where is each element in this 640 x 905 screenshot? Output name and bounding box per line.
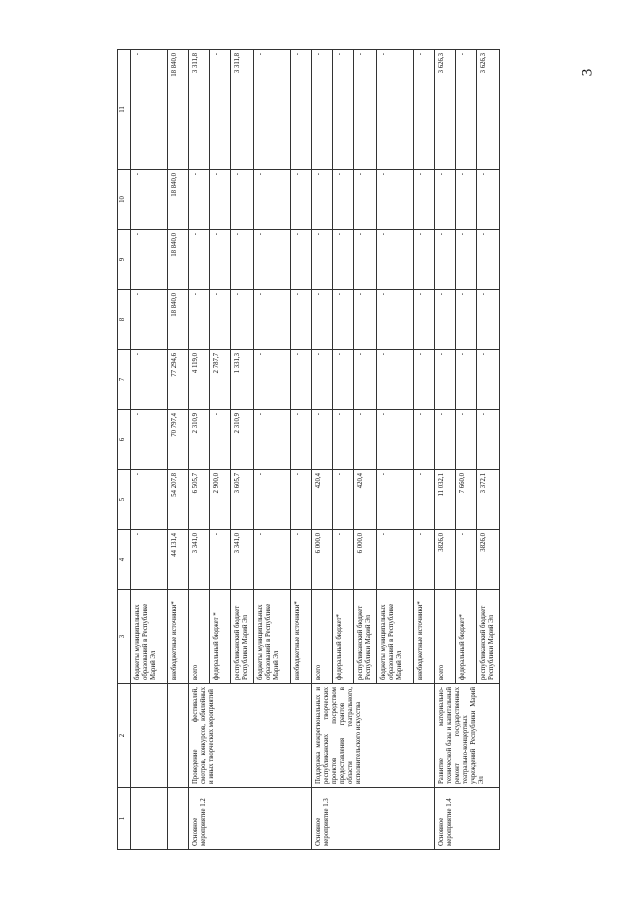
amount-cell: 3 626,3 [435, 50, 456, 170]
amount-cell: - [414, 50, 435, 170]
amount-cell: - [477, 410, 500, 470]
amount-cell: 420,4 [354, 470, 377, 530]
amount-cell: - [456, 50, 477, 170]
measure-code: Основное мероприятие 1.2 [189, 788, 312, 850]
financing-table [117, 49, 500, 850]
amount-cell: 18 840,0 [168, 50, 189, 170]
col-header: 5 [118, 470, 131, 530]
amount-cell: - [333, 290, 354, 350]
amount-cell: - [254, 50, 291, 170]
funding-source: республиканский бюджет Республики Марий Эл [477, 590, 500, 684]
amount-cell: - [377, 170, 414, 230]
col-header: 11 [118, 50, 131, 170]
amount-cell: - [354, 230, 377, 290]
funding-source: внебюджетные источники* [291, 590, 312, 684]
funding-source: всего [435, 590, 456, 684]
amount-cell: 6 000,0 [354, 530, 377, 590]
amount-cell: 18 840,0 [168, 290, 189, 350]
col-header: 9 [118, 230, 131, 290]
amount-cell: - [333, 50, 354, 170]
funding-source: бюджеты муниципальных образований в Республике Марий Эл [131, 590, 168, 684]
amount-cell: - [291, 470, 312, 530]
table-row [131, 50, 168, 850]
amount-cell: - [456, 170, 477, 230]
measure-code: Основное мероприятие 1.3 [312, 788, 435, 850]
page-number: 3 [579, 68, 596, 77]
amount-cell: 18 840,0 [168, 170, 189, 230]
col-header: 1 [118, 788, 131, 850]
rotated-page [117, 50, 617, 850]
amount-cell: - [131, 290, 168, 350]
amount-cell: 6 000,0 [312, 530, 333, 590]
col-header: 10 [118, 170, 131, 230]
amount-cell: - [414, 350, 435, 410]
amount-cell: - [254, 170, 291, 230]
amount-cell: - [354, 410, 377, 470]
amount-cell: - [414, 290, 435, 350]
amount-cell: - [231, 290, 254, 350]
amount-cell: - [377, 350, 414, 410]
amount-cell: - [435, 170, 456, 230]
funding-source: внебюджетные источники* [414, 590, 435, 684]
funding-source: внебюджетные источники* [168, 590, 189, 684]
amount-cell: - [435, 410, 456, 470]
amount-cell: 77 294,6 [168, 350, 189, 410]
amount-cell: - [456, 530, 477, 590]
measure-code: Основное мероприятие 1.4 [435, 788, 500, 850]
amount-cell: - [333, 230, 354, 290]
funding-source: бюджеты муниципальных образований в Республике Марий Эл [377, 590, 414, 684]
table-row [312, 50, 333, 850]
amount-cell: - [414, 470, 435, 530]
amount-cell: - [291, 350, 312, 410]
col-header: 6 [118, 410, 131, 470]
amount-cell: - [210, 410, 231, 470]
amount-cell: - [377, 230, 414, 290]
amount-cell: - [377, 50, 414, 170]
amount-cell: - [414, 530, 435, 590]
amount-cell: 11 032,1 [435, 470, 456, 530]
amount-cell: - [456, 290, 477, 350]
amount-cell: 3826,0 [435, 530, 456, 590]
amount-cell: 70 797,4 [168, 410, 189, 470]
funding-source: республиканский бюджет Республики Марий Эл [354, 590, 377, 684]
amount-cell: - [131, 410, 168, 470]
amount-cell: - [333, 530, 354, 590]
amount-cell: - [435, 290, 456, 350]
amount-cell: 3 311,8 [231, 50, 254, 170]
funding-source: федеральный бюджет * [210, 590, 231, 684]
amount-cell: - [131, 50, 168, 170]
amount-cell: - [210, 290, 231, 350]
amount-cell: 2 787,7 [210, 350, 231, 410]
amount-cell: - [354, 170, 377, 230]
amount-cell: - [210, 50, 231, 170]
amount-cell: - [333, 470, 354, 530]
amount-cell: - [456, 410, 477, 470]
amount-cell: - [189, 290, 210, 350]
amount-cell: 3 372,1 [477, 470, 500, 530]
amount-cell: - [312, 290, 333, 350]
amount-cell: 3 341,0 [231, 530, 254, 590]
amount-cell: 44 131,4 [168, 530, 189, 590]
amount-cell: - [291, 290, 312, 350]
amount-cell: - [254, 290, 291, 350]
measure-name: Развитие материально-технической базы и капитальный ремонт государственных театрально-концертных учреждений Республики Марий Эл [435, 684, 500, 788]
funding-source: федеральный бюджет* [333, 590, 354, 684]
amount-cell: 7 660,0 [456, 470, 477, 530]
amount-cell: 1 331,3 [231, 350, 254, 410]
col-header: 4 [118, 530, 131, 590]
amount-cell: 420,4 [312, 470, 333, 530]
funding-source: всего [312, 590, 333, 684]
table-row [189, 50, 210, 850]
table-row [168, 50, 189, 850]
amount-cell: - [254, 350, 291, 410]
amount-cell: - [377, 530, 414, 590]
amount-cell: - [312, 410, 333, 470]
amount-cell: - [477, 170, 500, 230]
amount-cell: 3 626,3 [477, 50, 500, 170]
amount-cell: - [254, 410, 291, 470]
amount-cell: - [131, 530, 168, 590]
amount-cell: - [254, 530, 291, 590]
amount-cell: - [312, 350, 333, 410]
amount-cell: - [435, 230, 456, 290]
measure-name: Поддержка межрегиональных и республиканских творческих проектов посредством предоставления грантов в области театрального, исполнительского искусства [312, 684, 435, 788]
amount-cell: 3 311,8 [189, 50, 210, 170]
amount-cell: - [414, 230, 435, 290]
funding-source: федеральный бюджет* [456, 590, 477, 684]
amount-cell: - [377, 470, 414, 530]
amount-cell: - [291, 410, 312, 470]
header-row [118, 50, 131, 850]
amount-cell: - [231, 170, 254, 230]
amount-cell: - [354, 350, 377, 410]
amount-cell: - [231, 230, 254, 290]
amount-cell: - [312, 50, 333, 170]
amount-cell: - [210, 230, 231, 290]
amount-cell: - [131, 470, 168, 530]
amount-cell: - [333, 350, 354, 410]
amount-cell: 18 840,0 [168, 230, 189, 290]
col-header: 8 [118, 290, 131, 350]
amount-cell: - [477, 290, 500, 350]
amount-cell: 2 310,9 [189, 410, 210, 470]
amount-cell: - [210, 170, 231, 230]
amount-cell: - [254, 230, 291, 290]
amount-cell: - [354, 50, 377, 170]
amount-cell: 2 310,9 [231, 410, 254, 470]
amount-cell: - [435, 350, 456, 410]
col-header: 3 [118, 590, 131, 684]
amount-cell: 6 505,7 [189, 470, 210, 530]
amount-cell: - [291, 530, 312, 590]
amount-cell: - [377, 410, 414, 470]
amount-cell: 3 605,7 [231, 470, 254, 530]
funding-source: республиканский бюджет Республики Марий Эл [231, 590, 254, 684]
measure-name: Проведение фестивалей, смотров, конкурсов, юбилейных и иных творческих мероприятий [189, 684, 312, 788]
amount-cell: - [333, 170, 354, 230]
amount-cell: - [477, 230, 500, 290]
amount-cell: - [477, 350, 500, 410]
amount-cell: 54 207,8 [168, 470, 189, 530]
funding-source: бюджеты муниципальных образований в Республике Марий Эл [254, 590, 291, 684]
amount-cell: - [291, 230, 312, 290]
amount-cell: - [377, 290, 414, 350]
amount-cell: - [210, 530, 231, 590]
amount-cell: - [291, 170, 312, 230]
amount-cell: 4 119,0 [189, 350, 210, 410]
col-header: 7 [118, 350, 131, 410]
amount-cell: - [291, 50, 312, 170]
amount-cell: - [414, 410, 435, 470]
table-row [435, 50, 456, 850]
amount-cell: 3826,0 [477, 530, 500, 590]
amount-cell: - [254, 470, 291, 530]
amount-cell: - [189, 170, 210, 230]
amount-cell: 2 900,0 [210, 470, 231, 530]
amount-cell: - [414, 170, 435, 230]
amount-cell: - [312, 230, 333, 290]
amount-cell: - [189, 230, 210, 290]
funding-source: всего [189, 590, 210, 684]
amount-cell: 3 341,0 [189, 530, 210, 590]
amount-cell: - [131, 350, 168, 410]
amount-cell: - [456, 350, 477, 410]
col-header: 2 [118, 684, 131, 788]
amount-cell: - [131, 170, 168, 230]
amount-cell: - [312, 170, 333, 230]
amount-cell: - [456, 230, 477, 290]
amount-cell: - [354, 290, 377, 350]
amount-cell: - [333, 410, 354, 470]
amount-cell: - [131, 230, 168, 290]
